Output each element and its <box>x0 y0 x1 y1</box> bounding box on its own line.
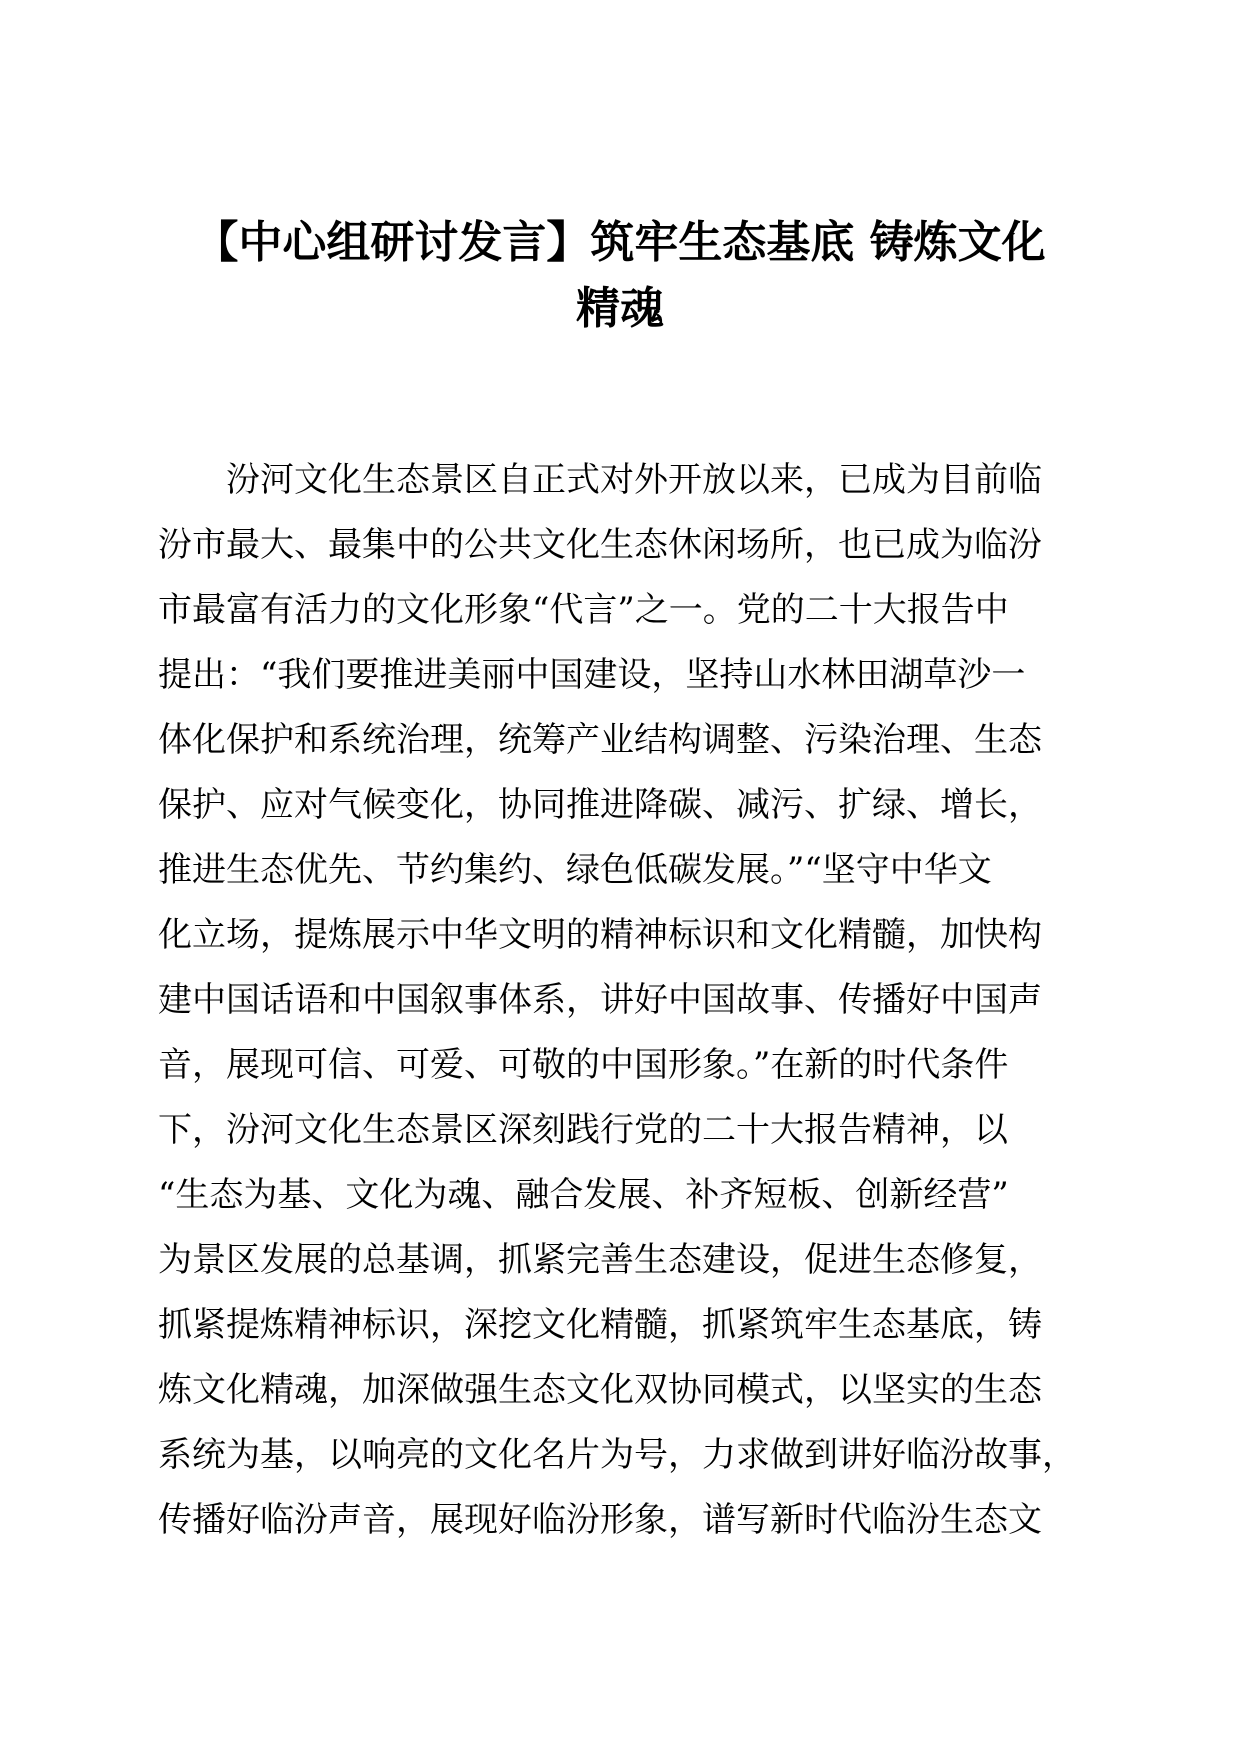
body-line: 推进生态优先、节约集约、绿色低碳发展。”“坚守中华文 <box>158 850 992 890</box>
body-line: 提出：“我们要推进美丽中国建设，坚持山水林田湖草沙一 <box>158 655 1026 695</box>
body-line: 音，展现可信、可爱、可敬的中国形象。”在新的时代条件 <box>158 1045 1009 1085</box>
body-line: 为景区发展的总基调，抓紧完善生态建设，促进生态修复， <box>158 1240 1042 1280</box>
body-line: 汾河文化生态景区自正式对外开放以来，已成为目前临 <box>158 460 1042 500</box>
body-line: 下，汾河文化生态景区深刻践行党的二十大报告精神，以 <box>158 1110 1008 1150</box>
body-line: 抓紧提炼精神标识，深挖文化精髓，抓紧筑牢生态基底，铸 <box>158 1305 1042 1345</box>
body-line: “生态为基、文化为魂、融合发展、补齐短板、创新经营” <box>158 1175 1009 1215</box>
body-line: 建中国话语和中国叙事体系，讲好中国故事、传播好中国声 <box>158 980 1042 1020</box>
body-line: 市最富有活力的文化形象“代言”之一。党的二十大报告中 <box>158 590 1009 630</box>
document-body <box>158 448 1078 1553</box>
body-line: 炼文化精魂，加深做强生态文化双协同模式，以坚实的生态 <box>158 1370 1042 1410</box>
body-line: 保护、应对气候变化，协同推进降碳、减污、扩绿、增长， <box>158 785 1042 825</box>
body-line: 传播好临汾声音，展现好临汾形象，谱写新时代临汾生态文 <box>158 1500 1042 1540</box>
body-line: 化立场，提炼展示中华文明的精神标识和文化精髓，加快构 <box>158 915 1042 955</box>
document-title <box>150 210 1090 342</box>
title-line-1: 【中心组研讨发言】筑牢生态基底 铸炼文化 <box>194 217 1046 268</box>
body-line: 体化保护和系统治理，统筹产业结构调整、污染治理、生态 <box>158 720 1042 760</box>
body-line: 系统为基，以响亮的文化名片为号，力求做到讲好临汾故事， <box>158 1435 1076 1475</box>
body-line: 汾市最大、最集中的公共文化生态休闲场所，也已成为临汾 <box>158 525 1042 565</box>
title-line-2: 精魂 <box>576 283 664 334</box>
